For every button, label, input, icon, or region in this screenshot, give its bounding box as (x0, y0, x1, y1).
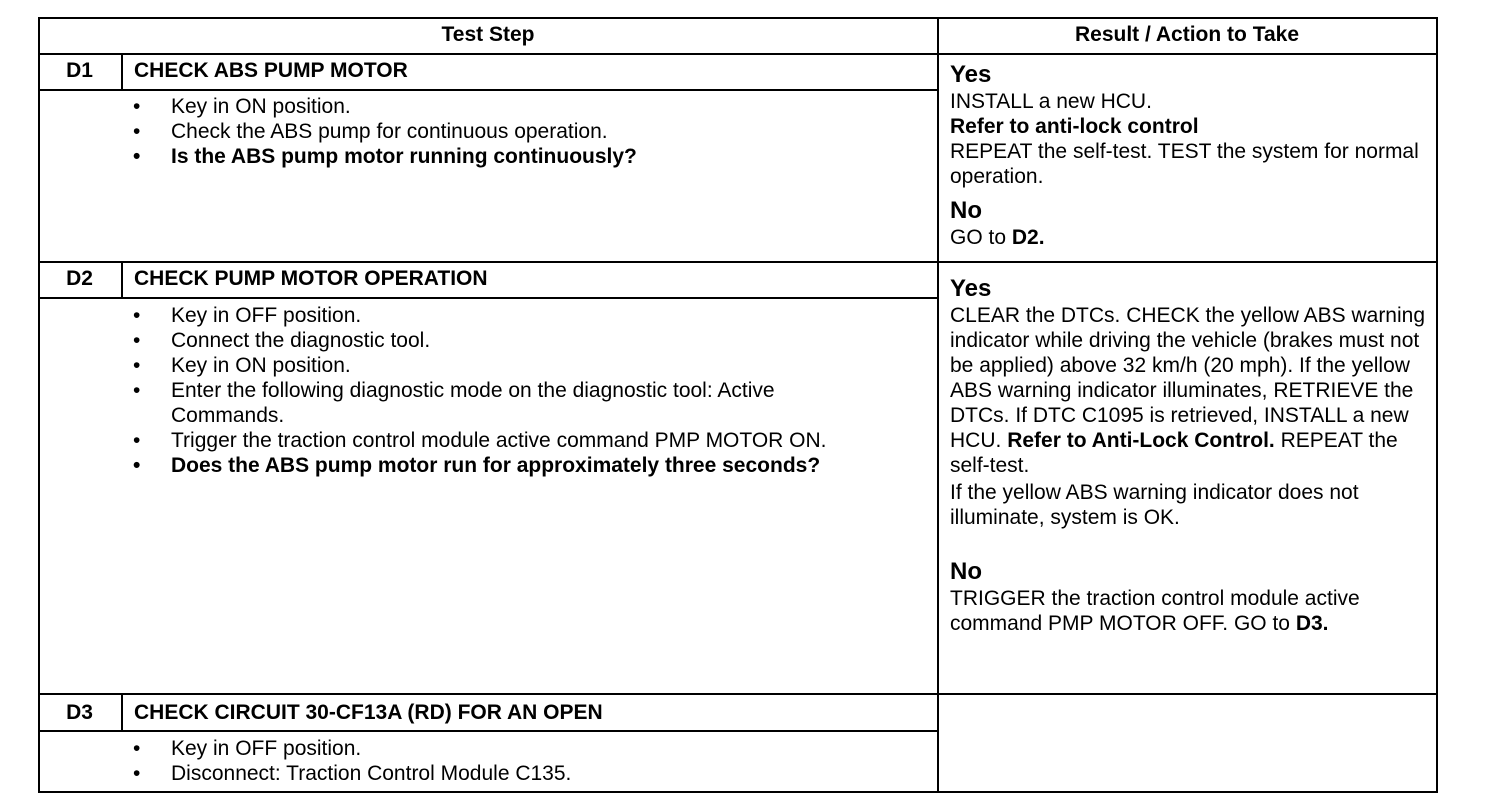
table-border-left (38, 17, 40, 793)
reference-link[interactable]: Refer to anti-lock control (950, 115, 1199, 138)
yes-label: Yes (950, 61, 992, 88)
yes-action-repeat: REPEAT the self-test. (950, 429, 1398, 477)
yes-action-text: INSTALL a new HCU. (950, 90, 1152, 113)
yes-action-body: CLEAR the DTCs. CHECK the yellow ABS warning indicator while driving the vehicle (brakes must not be applied) above 32 km/h (20 mph). If the yellow ABS warning indicator illuminates, RETRIEVE the DTCs. If DTC C1095 is retrieved, INSTALL a new HCU. (950, 304, 1426, 452)
header-test-step: Test Step (441, 23, 535, 46)
yes-action-text (950, 303, 1434, 478)
yes-action-text: REPEAT the self-test. TEST the system for normal operation. (950, 140, 1419, 188)
list-item: • Connect the diagnostic tool. (133, 328, 853, 353)
list-item: • Enter the following diagnostic mode on the diagnostic tool: Active Commands. (133, 378, 853, 428)
step-title-d2: CHECK PUMP MOTOR OPERATION (134, 267, 488, 290)
yes-label: Yes (950, 275, 992, 302)
no-label: No (950, 558, 982, 585)
header-result-action: Result / Action to Take (1074, 23, 1300, 46)
list-item-question: • Does the ABS pump motor run for approximately three seconds? (133, 453, 853, 478)
step-id-d2: D2 (66, 267, 93, 290)
step-d2-bullets (133, 303, 853, 478)
list-item: • Key in OFF position. (133, 303, 853, 328)
step-d1-bullets (133, 94, 853, 169)
yes-ok-text: If the yellow ABS warning indicator does not illuminate, system is OK. (950, 481, 1359, 529)
no-action-prefix: TRIGGER the traction control module active command PMP MOTOR OFF. GO to (950, 587, 1360, 635)
d1-title-divider (38, 89, 938, 91)
no-action-text (950, 586, 1434, 636)
goto-link-d2[interactable]: D2. (1011, 226, 1045, 249)
result-d2 (950, 275, 1434, 636)
diagnostic-table (38, 17, 1438, 793)
d1-row-divider (38, 261, 1438, 263)
d2-id-divider (121, 261, 123, 299)
no-label: No (950, 197, 982, 224)
list-item: • Check the ABS pump for continuous operation. (133, 119, 853, 144)
step-title-d3: CHECK CIRCUIT 30-CF13A (RD) FOR AN OPEN (134, 701, 603, 724)
step-id-d3: D3 (66, 701, 93, 724)
table-border-bottom (38, 791, 1438, 793)
list-item: • Key in OFF position. (133, 736, 853, 761)
d3-title-divider (38, 730, 938, 732)
step-id-d1: D1 (66, 59, 93, 82)
header-divider (38, 53, 1438, 55)
step-title-d1: CHECK ABS PUMP MOTOR (134, 59, 408, 82)
goto-link-d3[interactable]: D3. (1295, 612, 1329, 635)
list-item: • Trigger the traction control module active command PMP MOTOR ON. (133, 428, 853, 453)
no-action-text (950, 225, 1434, 250)
list-item-question: • Is the ABS pump motor running continuously? (133, 144, 853, 169)
no-action-prefix: GO to (950, 226, 1007, 249)
reference-link[interactable]: Refer to Anti-Lock Control. (1007, 429, 1275, 452)
column-divider (937, 17, 939, 793)
list-item: • Disconnect: Traction Control Module C135. (133, 761, 853, 786)
d2-row-divider (38, 693, 1438, 695)
d2-title-divider (38, 297, 938, 299)
result-d1 (950, 61, 1434, 250)
step-d3-bullets (133, 736, 853, 786)
table-border-right (1436, 17, 1438, 793)
list-item: • Key in ON position. (133, 353, 853, 378)
d3-id-divider (121, 693, 123, 732)
d1-id-divider (121, 53, 123, 91)
list-item: • Key in ON position. (133, 94, 853, 119)
